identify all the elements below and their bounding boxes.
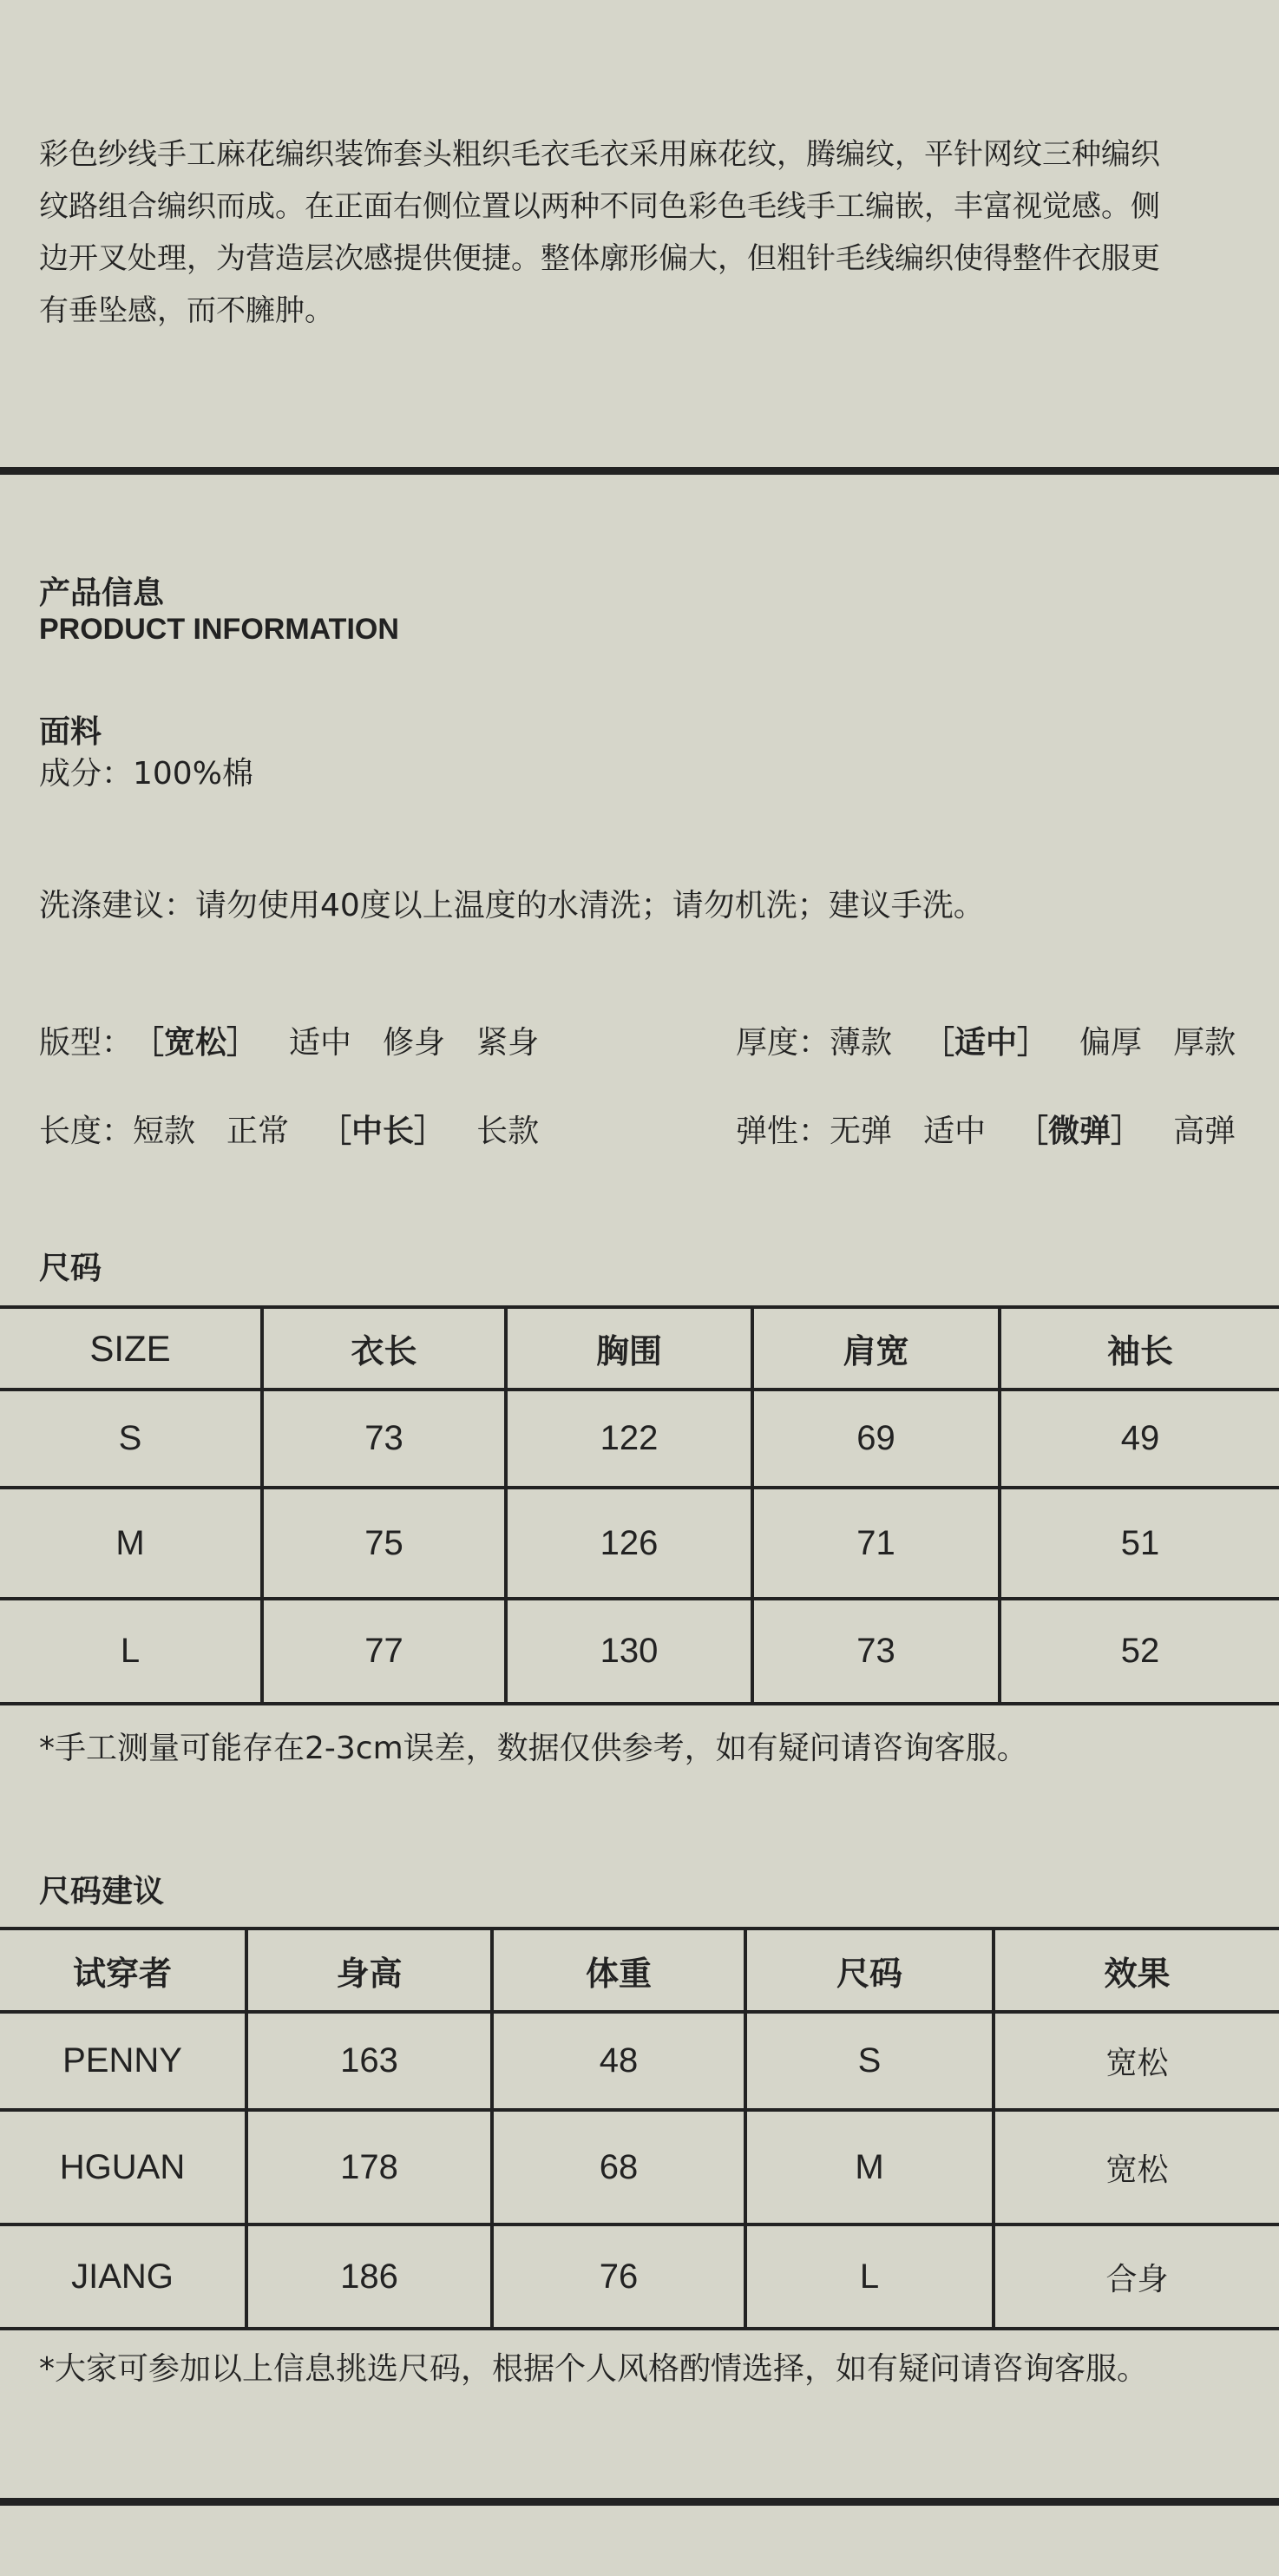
- table-cell: 186: [246, 2224, 492, 2329]
- table-cell: 52: [1000, 1599, 1279, 1704]
- header-tester: 试穿者: [0, 1929, 246, 2012]
- size-advice-table: [0, 1927, 1279, 2330]
- size-chart-title: 尺码: [39, 1251, 102, 1286]
- table-header-row: [0, 1929, 1279, 2012]
- attr-label: 版型：: [39, 1025, 134, 1061]
- table-cell: 51: [1000, 1488, 1279, 1599]
- table-cell: 73: [752, 1599, 1000, 1704]
- table-row: [0, 1599, 1279, 1704]
- table-cell: 77: [262, 1599, 506, 1704]
- table-cell: 68: [492, 2110, 745, 2224]
- header-size: SIZE: [0, 1307, 262, 1390]
- footer-divider: [0, 2498, 1279, 2506]
- header-length: 衣长: [262, 1307, 506, 1390]
- header-shoulder: 肩宽: [752, 1307, 1000, 1390]
- table-cell: M: [745, 2110, 994, 2224]
- table-cell: 71: [752, 1488, 1000, 1599]
- size-chart-note: *手工测量可能存在2-3cm误差，数据仅供参考，如有疑问请咨询客服。: [39, 1731, 1028, 1766]
- size-chart-table: [0, 1305, 1279, 1705]
- section-divider: [0, 467, 1279, 475]
- washing-advice: 洗涤建议：请勿使用40度以上温度的水清洗；请勿机洗；建议手洗。: [39, 888, 985, 923]
- attr-fit: [39, 1024, 539, 1062]
- table-cell: 163: [246, 2012, 492, 2110]
- table-cell: S: [745, 2012, 994, 2110]
- header-size: 尺码: [745, 1929, 994, 2012]
- table-cell: 130: [506, 1599, 752, 1704]
- table-cell: 122: [506, 1390, 752, 1488]
- product-info-title: 产品信息: [39, 575, 165, 611]
- attr-option-selected: ［中长］: [320, 1114, 446, 1149]
- table-cell: L: [0, 1599, 262, 1704]
- attr-option: 正常: [226, 1114, 290, 1149]
- header-weight: 体重: [492, 1929, 745, 2012]
- attr-option-selected: ［微弹］: [1017, 1114, 1143, 1149]
- table-row: [0, 2012, 1279, 2110]
- attr-elasticity: [736, 1113, 1236, 1151]
- table-row: [0, 1390, 1279, 1488]
- attr-label: 厚度：: [736, 1025, 830, 1061]
- table-row: [0, 2224, 1279, 2329]
- attr-option: 修身: [383, 1025, 446, 1061]
- table-cell: 76: [492, 2224, 745, 2329]
- attr-option: 薄款: [830, 1025, 893, 1061]
- header-effect: 效果: [994, 1929, 1279, 2012]
- table-cell: L: [745, 2224, 994, 2329]
- table-row: [0, 1488, 1279, 1599]
- table-cell: 宽松: [994, 2012, 1279, 2110]
- size-advice-title: 尺码建议: [39, 1874, 165, 1909]
- table-cell: M: [0, 1488, 262, 1599]
- table-cell: 69: [752, 1390, 1000, 1488]
- attr-option: 适中: [289, 1025, 352, 1061]
- table-cell: JIANG: [0, 2224, 246, 2329]
- fabric-value: 成分：100%棉: [39, 756, 253, 792]
- table-cell: 合身: [994, 2224, 1279, 2329]
- table-cell: 126: [506, 1488, 752, 1599]
- table-cell: 73: [262, 1390, 506, 1488]
- attr-thickness: [736, 1024, 1236, 1062]
- product-description: 彩色纱线手工麻花编织装饰套头粗织毛衣毛衣采用麻花纹，腾编纹，平针网纹三种编织纹路组合编织而成。在正面右侧位置以两种不同色彩色毛线手工编嵌，丰富视觉感。侧边开叉处理，为营造层次感提供便捷。整体廓形偏大，但粗针毛线编织使得整件衣服更有垂坠感，而不臃肿。: [39, 137, 1160, 328]
- table-cell: 宽松: [994, 2110, 1279, 2224]
- table-cell: 178: [246, 2110, 492, 2224]
- table-cell: 49: [1000, 1390, 1279, 1488]
- attr-label: 弹性：: [736, 1114, 830, 1149]
- attr-option-selected: ［适中］: [923, 1025, 1049, 1061]
- size-advice-note: *大家可参加以上信息挑选尺码，根据个人风格酌情选择，如有疑问请咨询客服。: [39, 2351, 1149, 2387]
- header-chest: 胸围: [506, 1307, 752, 1390]
- table-cell: PENNY: [0, 2012, 246, 2110]
- attr-length: [39, 1113, 539, 1151]
- table-cell: S: [0, 1390, 262, 1488]
- header-sleeve: 袖长: [1000, 1307, 1279, 1390]
- table-cell: 48: [492, 2012, 745, 2110]
- table-row: [0, 2110, 1279, 2224]
- attr-option: 紧身: [476, 1025, 540, 1061]
- table-cell: 75: [262, 1488, 506, 1599]
- attr-option: 长款: [476, 1114, 540, 1149]
- table-cell: HGUAN: [0, 2110, 246, 2224]
- attr-option: 偏厚: [1079, 1025, 1143, 1061]
- attr-option: 短款: [133, 1114, 196, 1149]
- attr-option: 高弹: [1173, 1114, 1236, 1149]
- attr-option: 无弹: [830, 1114, 893, 1149]
- attr-label: 长度：: [39, 1114, 134, 1149]
- table-header-row: [0, 1307, 1279, 1390]
- product-info-title-en: PRODUCT INFORMATION: [39, 613, 399, 646]
- header-height: 身高: [246, 1929, 492, 2012]
- fabric-title: 面料: [39, 714, 102, 750]
- attr-option: 适中: [923, 1114, 987, 1149]
- attr-option-selected: ［宽松］: [133, 1025, 259, 1061]
- attr-option: 厚款: [1173, 1025, 1236, 1061]
